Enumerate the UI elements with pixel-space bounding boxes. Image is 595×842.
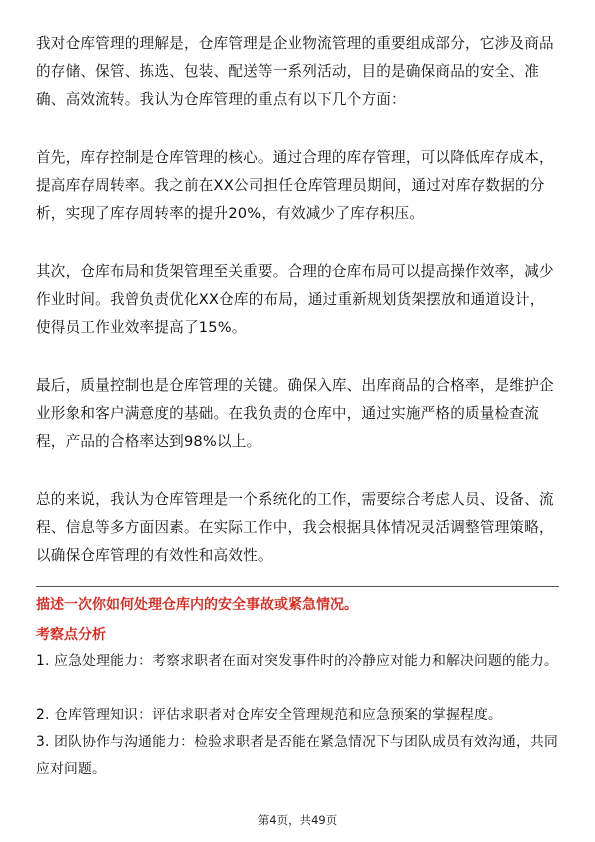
analysis-point: 2. 仓库管理知识：评估求职者对仓库安全管理规范和应急预案的掌握程度。	[36, 707, 503, 723]
analysis-point: 3. 团队协作与沟通能力：检验求职者是否能在紧急情况下与团队成员有效沟通，共同应对问题。	[36, 734, 559, 777]
answer-paragraph-inventory: 首先，库存控制是仓库管理的核心。通过合理的库存管理，可以降低库存成本，提高库存周转率。我之前在XX公司担任仓库管理员期间，通过对库存数据的分析，实现了库存周转率的提升20%，有效减少了库存积压。	[36, 149, 554, 222]
analysis-heading: 考察点分析	[36, 627, 106, 643]
answer-paragraph-quality: 最后，质量控制也是仓库管理的关键。确保入库、出库商品的合格率，是维护企业形象和客户满意度的基础。在我负责的仓库中，通过实施严格的质量检查流程，产品的合格率达到98%以上。	[36, 377, 554, 450]
section-divider	[36, 586, 559, 587]
answer-paragraph-intro: 我对仓库管理的理解是，仓库管理是企业物流管理的重要组成部分，它涉及商品的存储、保管、拣选、包装、配送等一系列活动，目的是确保商品的安全、准确、高效流转。我认为仓库管理的重点有以下几个方面：	[36, 35, 554, 108]
interview-question: 描述一次你如何处理仓库内的安全事故或紧急情况。	[36, 597, 358, 613]
answer-paragraph-layout: 其次，仓库布局和货架管理至关重要。合理的仓库布局可以提高操作效率，减少作业时间。我曾负责优化XX仓库的布局，通过重新规划货架摆放和通道设计，使得员工作业效率提高了15%。	[36, 263, 554, 336]
page-number: 第4页，共49页	[257, 813, 338, 827]
answer-paragraph-summary: 总的来说，我认为仓库管理是一个系统化的工作，需要综合考虑人员、设备、流程、信息等多方面因素。在实际工作中，我会根据具体情况灵活调整管理策略，以确保仓库管理的有效性和高效性。	[36, 491, 554, 564]
analysis-point: 1. 应急处理能力：考察求职者在面对突发事件时的冷静应对能力和解决问题的能力。	[36, 653, 559, 669]
